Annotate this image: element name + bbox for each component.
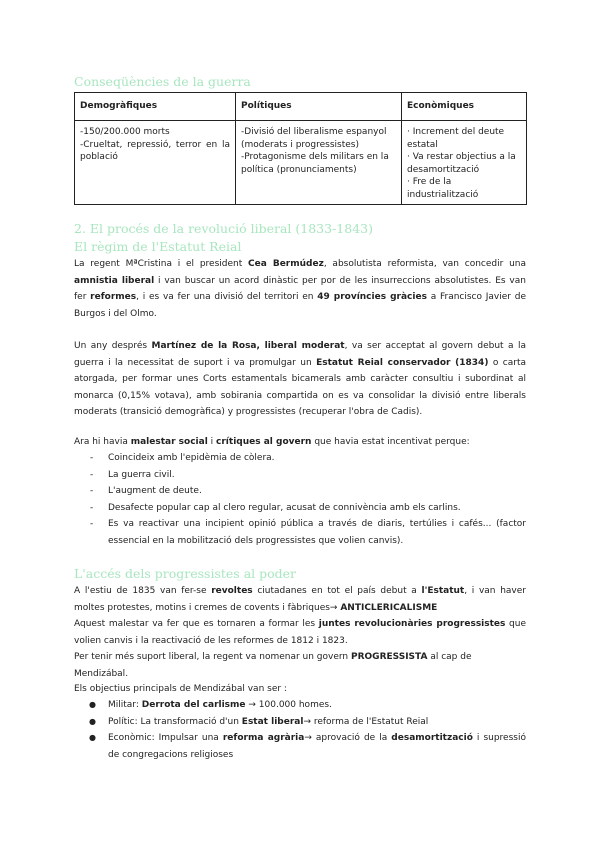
text-run: i	[207, 437, 217, 447]
table-header-row	[75, 93, 527, 121]
paragraph-martinez-rosa	[74, 338, 526, 421]
section-title-liberal-revolution: 2. El procés de la revolució liberal (1833-1843)	[74, 221, 373, 236]
list-item	[74, 714, 526, 731]
text-run: ciutadanes en tot el país debut a	[252, 586, 422, 596]
text-run: que volien canvis i la reactivació de les reformes de 1812 i 1823.	[74, 619, 526, 646]
text-run: Polític: La transformació d'un	[108, 716, 242, 727]
bold-run: Martínez de la Rosa, liberal moderat	[151, 341, 345, 351]
text-run: , i es va fer una divisió del territori en	[136, 292, 318, 302]
causes-list-container	[74, 450, 526, 549]
cell-line: -150/200.000 morts	[80, 127, 170, 137]
text-run: Aquest malestar va fer que es tornaren a formar les	[74, 619, 319, 629]
text-run: al cap de Mendizábal.	[74, 652, 472, 679]
section-title-progressistes: L'accés dels progressistes al poder	[74, 566, 297, 581]
table-cell-economic	[402, 121, 527, 205]
bold-run: ANTICLERICALISME	[340, 602, 438, 613]
bold-run: malestar social	[130, 437, 208, 447]
list-item: - Desafecte popular cap al clero regular, acusat de connivència amb els carlins.	[74, 500, 526, 517]
text-run: , va ser acceptat al govern debut a la guerra i la necessitat de suport i va promulgar un	[74, 341, 526, 368]
cell-line: · Va restar objectius a la desamortització	[407, 152, 516, 175]
text-run: Econòmic: Impulsar una	[108, 733, 223, 743]
bold-run: revoltes	[211, 586, 253, 596]
bold-run: 49 províncies gràcies	[317, 292, 427, 302]
bold-run: Estat liberal	[241, 716, 304, 727]
text-run: , absolutista reformista, van concedir una	[323, 259, 527, 269]
text-run: A l'estiu de 1835 van fer-se	[74, 586, 212, 596]
text-run: o carta atorgada, per formar unes Corts estamentals bicamerals amb caràcter consultiu i subordinat al monarca (0,15% votava), amb sobirania compartida on es va consolidar la divisió entre liberals moderats (transició demogràfica) y progressistes (recuperar l'obra de Cadis).	[74, 357, 526, 417]
bold-run: crítiques al govern	[216, 437, 312, 447]
table-header: Polítiques	[236, 93, 402, 121]
text-run: i supressió de congregacions religioses	[108, 733, 526, 760]
table-row	[75, 121, 527, 205]
bold-run: reforma agrària	[222, 733, 305, 743]
bold-run: desamortització	[391, 733, 473, 743]
bold-run: Derrota del carlisme	[141, 700, 246, 710]
cell-line: -Crueltat, repressió, terror en la població	[80, 139, 230, 162]
text-run: que havia estat incentivat perque:	[311, 437, 470, 447]
table-header: Demogràfiques	[75, 93, 236, 121]
table-cell-demographic	[75, 121, 236, 205]
bold-run: amnistia liberal	[74, 275, 155, 286]
table-header: Econòmiques	[402, 93, 527, 121]
list-item: - L'augment de deute.	[74, 483, 526, 500]
text-run: i van buscar un acord dinàstic per por de les insurreccions absolutistes. Es van fer	[74, 275, 526, 302]
text-run: a Francisco Javier de Burgos i del Olmo.	[74, 292, 526, 319]
paragraph-revoltes	[74, 583, 526, 616]
causes-list	[74, 450, 526, 549]
text-run: Ara hi havia	[74, 437, 131, 447]
section-title-consequences: Conseqüències de la guerra	[74, 74, 251, 89]
text-run: , i van haver moltes protestes, motins i cremes de covents i fàbriques→	[74, 586, 526, 613]
cell-line: -Protagonisme dels militars en la política (pronunciaments)	[241, 152, 389, 175]
list-item: - Coincideix amb l'epidèmia de còlera.	[74, 450, 526, 467]
text-run: La regent MªCristina i el president	[74, 259, 249, 269]
paragraph-regent	[74, 256, 526, 322]
bold-run: PROGRESSISTA	[351, 652, 428, 662]
bold-run: Cea Bermúdez	[248, 259, 324, 269]
paragraph-objectius: Els objectius principals de Mendizábal van ser :	[74, 684, 287, 694]
paragraph-mendizabal	[74, 649, 526, 682]
text-run: Un any després	[74, 341, 152, 351]
list-item: - La guerra civil.	[74, 467, 526, 484]
objectives-list	[74, 697, 526, 763]
list-item	[74, 697, 526, 714]
table-cell-political	[236, 121, 402, 205]
text-run: Per tenir més suport liberal, la regent va nomenar un govern	[74, 652, 351, 662]
paragraph-malestar	[74, 434, 526, 451]
bold-run: Estatut Reial conservador (1834)	[316, 357, 489, 368]
section-subtitle-estatut: El règim de l'Estatut Reial	[74, 239, 242, 254]
consequences-table	[74, 92, 527, 205]
text-run: Militar:	[108, 700, 142, 710]
list-item: - Es va reactivar una incipient opinió pública a través de diaris, tertúlies i cafés... (factor essencial en la mobilització dels progressistes que volien canvis).	[74, 516, 526, 549]
text-run: → reforma de l'Estatut Reial	[303, 716, 429, 727]
bold-run: juntes revolucionàries progressistes	[318, 619, 506, 629]
cell-line: · Fre de la industrialització	[407, 177, 479, 200]
bold-run: l'Estatut	[421, 586, 465, 596]
text-run: → aprovació de la	[304, 733, 392, 743]
objectives-list-container	[74, 697, 526, 763]
cell-line: -Divisió del liberalisme espanyol (moderats i progressistes)	[241, 127, 387, 150]
cell-line: · Increment del deute estatal	[407, 127, 505, 150]
list-item	[74, 730, 526, 763]
text-run: → 100.000 homes.	[245, 700, 332, 710]
paragraph-juntes	[74, 616, 526, 649]
bold-run: reformes	[90, 292, 137, 302]
